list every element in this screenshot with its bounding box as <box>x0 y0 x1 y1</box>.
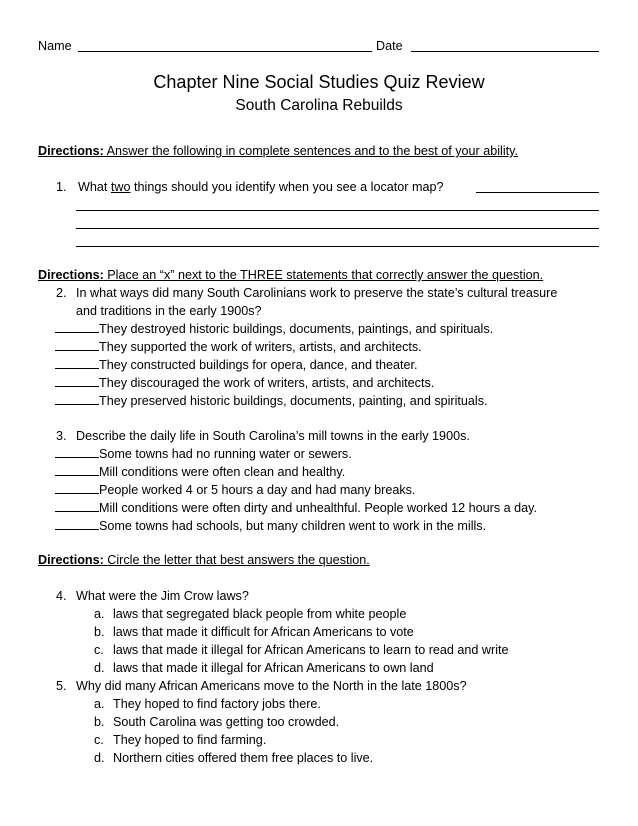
q4-choice-b-letter[interactable]: b. <box>94 625 105 639</box>
q4-choice-a-letter[interactable]: a. <box>94 607 105 621</box>
q3-option-5-blank[interactable] <box>55 517 99 530</box>
date-label: Date <box>376 39 403 53</box>
q2-option-3-blank[interactable] <box>55 356 99 369</box>
directions-3-label: Directions: <box>38 553 104 567</box>
q5-choice-c-letter[interactable]: c. <box>94 733 104 747</box>
name-blank[interactable] <box>78 51 372 52</box>
q3-option-3-text: People worked 4 or 5 hours a day and had many breaks. <box>99 483 416 497</box>
q4-choice-c-text: laws that made it illegal for African Americans to learn to read and write <box>113 643 509 657</box>
q3-option-4-text: Mill conditions were often dirty and unhealthful. People worked 12 hours a day. <box>99 501 538 515</box>
q1-text-underlined: two <box>110 180 131 194</box>
q3-option-5-text: Some towns had schools, but many children went to work in the mills. <box>99 519 487 533</box>
q4-number: 4. <box>56 589 67 603</box>
q5-choice-c-text: They hoped to find farming. <box>113 733 267 747</box>
directions-3-text: Circle the letter that best answers the question. <box>107 553 370 567</box>
q4-choice-d-text: laws that made it illegal for African Americans to own land <box>113 661 434 675</box>
q2-option-2-text: They supported the work of writers, artists, and architects. <box>99 340 422 354</box>
directions-2-label: Directions: <box>38 268 104 282</box>
q3-number: 3. <box>56 429 67 443</box>
q2-option-2-blank[interactable] <box>55 338 99 351</box>
q2-option-4-text: They discouraged the work of writers, artists, and architects. <box>99 376 435 390</box>
q5-choice-d-text: Northern cities offered them free places to live. <box>113 751 374 765</box>
q3-option-4[interactable] <box>55 499 537 516</box>
q3-option-2-blank[interactable] <box>55 463 99 476</box>
q3-option-3[interactable] <box>55 481 415 498</box>
q2-text-line2: and traditions in the early 1900s? <box>76 304 262 318</box>
q5-choice-b-text: South Carolina was getting too crowded. <box>113 715 340 729</box>
directions-1 <box>38 143 518 159</box>
q3-option-3-blank[interactable] <box>55 481 99 494</box>
q1-answer-blank-2[interactable] <box>76 210 599 211</box>
q2-option-1-blank[interactable] <box>55 320 99 333</box>
q5-choice-d-letter[interactable]: d. <box>94 751 105 765</box>
q1-text-before: What <box>78 180 108 194</box>
q3-option-1-blank[interactable] <box>55 445 99 458</box>
date-blank[interactable] <box>411 51 599 52</box>
name-label: Name <box>38 39 72 53</box>
q2-option-4[interactable] <box>55 374 434 391</box>
q3-option-1[interactable] <box>55 445 352 462</box>
q4-choice-b-text: laws that made it difficult for African Americans to vote <box>113 625 414 639</box>
q3-text: Describe the daily life in South Carolina’s mill towns in the early 1900s. <box>76 429 470 443</box>
directions-1-label: Directions: <box>38 144 104 158</box>
q2-text-line1: In what ways did many South Carolinians work to preserve the state’s cultural treasure <box>76 286 558 300</box>
q2-option-1[interactable] <box>55 320 493 337</box>
q1-answer-blank-3[interactable] <box>76 228 599 229</box>
q2-option-4-blank[interactable] <box>55 374 99 387</box>
directions-2 <box>38 267 543 283</box>
q5-number: 5. <box>56 679 67 693</box>
q3-option-5[interactable] <box>55 517 486 534</box>
q5-text: Why did many African Americans move to the North in the late 1800s? <box>76 679 467 693</box>
q3-option-2-text: Mill conditions were often clean and healthy. <box>99 465 346 479</box>
q4-choice-d-letter[interactable]: d. <box>94 661 105 675</box>
q1-answer-blank-1[interactable] <box>476 192 599 193</box>
q2-option-2[interactable] <box>55 338 422 355</box>
q2-option-3-text: They constructed buildings for opera, dance, and theater. <box>99 358 418 372</box>
q1-answer-blank-4[interactable] <box>76 246 599 247</box>
q4-choice-a-text: laws that segregated black people from white people <box>113 607 407 621</box>
page-title: Chapter Nine Social Studies Quiz Review <box>153 72 485 92</box>
directions-3 <box>38 552 370 568</box>
directions-2-text: Place an “x” next to the THREE statements that correctly answer the question. <box>107 268 544 282</box>
q1-question <box>78 179 443 195</box>
q5-choice-a-text: They hoped to find factory jobs there. <box>113 697 321 711</box>
q2-option-5-blank[interactable] <box>55 392 99 405</box>
q2-option-5-text: They preserved historic buildings, documents, painting, and spirituals. <box>99 394 488 408</box>
page-subtitle: South Carolina Rebuilds <box>235 97 403 114</box>
q4-choice-c-letter[interactable]: c. <box>94 643 104 657</box>
q2-option-1-text: They destroyed historic buildings, documents, paintings, and spirituals. <box>99 322 494 336</box>
q2-option-5[interactable] <box>55 392 488 409</box>
directions-1-text: Answer the following in complete sentences and to the best of your ability. <box>106 144 518 158</box>
q5-choice-b-letter[interactable]: b. <box>94 715 105 729</box>
q1-text-after: things should you identify when you see a locator map? <box>134 180 444 194</box>
q2-option-3[interactable] <box>55 356 418 373</box>
q3-option-1-text: Some towns had no running water or sewers. <box>99 447 352 461</box>
q3-option-4-blank[interactable] <box>55 499 99 512</box>
q3-option-2[interactable] <box>55 463 345 480</box>
q2-number: 2. <box>56 286 67 300</box>
q1-number: 1. <box>56 180 67 194</box>
q4-text: What were the Jim Crow laws? <box>76 589 249 603</box>
q5-choice-a-letter[interactable]: a. <box>94 697 105 711</box>
